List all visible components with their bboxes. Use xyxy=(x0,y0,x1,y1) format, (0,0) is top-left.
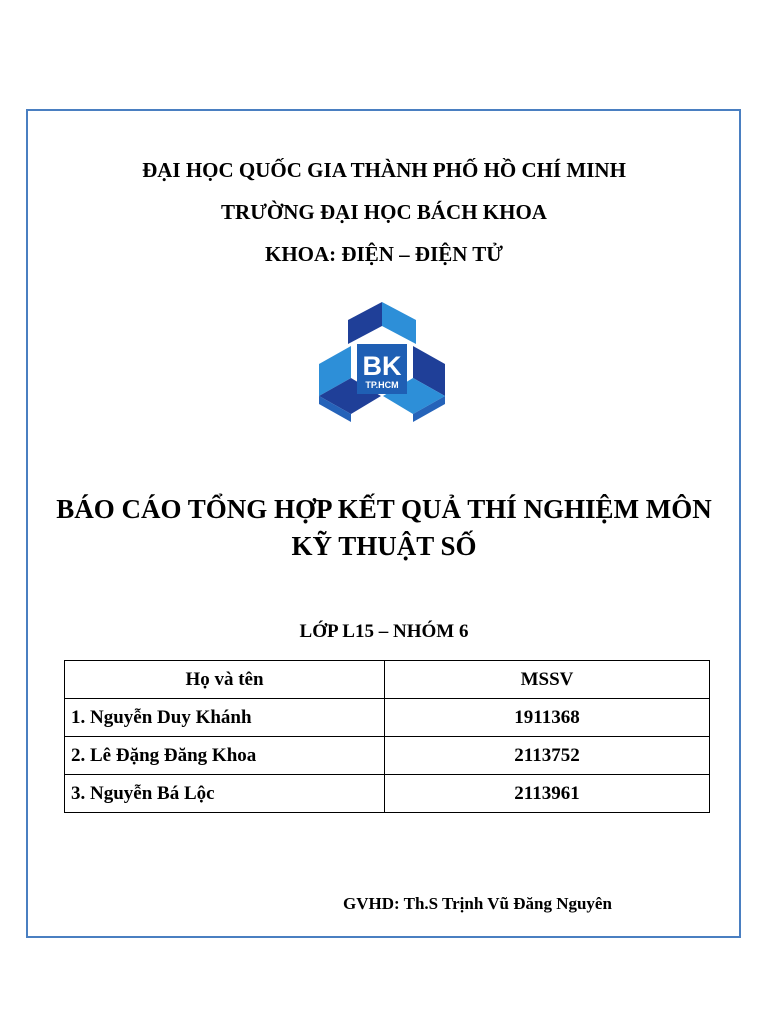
table-row xyxy=(65,775,710,813)
table-row xyxy=(65,699,710,737)
table-row xyxy=(65,737,710,775)
faculty-name: KHOA: ĐIỆN – ĐIỆN TỬ xyxy=(264,242,504,266)
logo-top-light xyxy=(382,302,416,344)
table-header-row xyxy=(65,661,710,699)
member-name: 1. Nguyễn Duy Khánh xyxy=(65,699,385,737)
class-group-label: LỚP L15 – NHÓM 6 xyxy=(299,621,469,642)
logo-text-bk: BK xyxy=(362,351,402,381)
report-title-line-1: BÁO CÁO TỔNG HỢP KẾT QUẢ THÍ NGHIỆM MÔN xyxy=(56,494,712,524)
school-name: TRƯỜNG ĐẠI HỌC BÁCH KHOA xyxy=(221,200,547,224)
logo-text-tphcm: TP.HCM xyxy=(365,380,399,390)
university-name: ĐẠI HỌC QUỐC GIA THÀNH PHỐ HỒ CHÍ MINH xyxy=(142,158,626,182)
member-student-id: 1911368 xyxy=(385,699,710,737)
member-student-id: 2113961 xyxy=(385,775,710,813)
logo-top-dark xyxy=(348,302,382,344)
column-header-student-id: MSSV xyxy=(385,661,710,699)
member-name: 2. Lê Đặng Đăng Khoa xyxy=(65,737,385,775)
advisor-name: GVHD: Th.S Trịnh Vũ Đăng Nguyên xyxy=(343,894,612,913)
member-name: 3. Nguyễn Bá Lộc xyxy=(65,775,385,813)
members-table xyxy=(64,660,710,813)
report-title-line-2: KỸ THUẬT SỐ xyxy=(291,531,477,561)
column-header-name: Họ và tên xyxy=(65,661,385,699)
bk-logo xyxy=(317,300,447,424)
member-student-id: 2113752 xyxy=(385,737,710,775)
